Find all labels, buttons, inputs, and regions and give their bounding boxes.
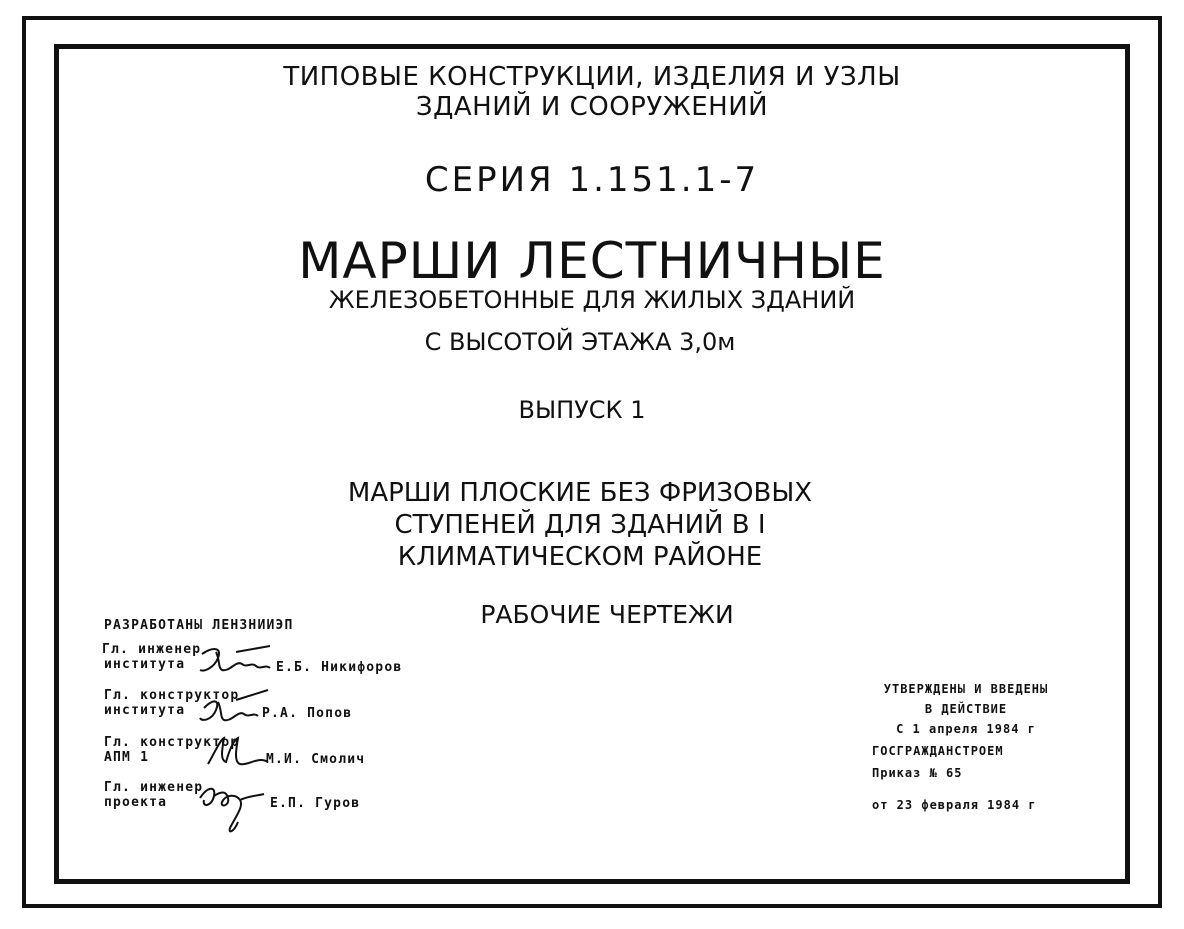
signatory-1-role-2: института (104, 657, 186, 672)
signatory-3-role-2: АПМ 1 (104, 750, 150, 765)
signatory-3-role-1: Гл. конструктор (104, 735, 240, 750)
series-number: СЕРИЯ 1.151.1-7 (424, 160, 760, 200)
approval-line-2: В ДЕЙСТВИЕ (924, 702, 1008, 716)
approval-line-1: УТВЕРЖДЕНЫ И ВВЕДЕНЫ (883, 682, 1049, 696)
title-subline-2: С ВЫСОТОЙ ЭТАЖА 3,0м (424, 328, 736, 356)
signatory-2-role-2: института (104, 703, 186, 718)
title-subline-1: ЖЕЛЕЗОБЕТОННЫЕ ДЛЯ ЖИЛЫХ ЗДАНИЙ (328, 286, 856, 314)
description-line-1: МАРШИ ПЛОСКИЕ БЕЗ ФРИЗОВЫХ (347, 478, 813, 508)
drawings-label: РАБОЧИЕ ЧЕРТЕЖИ (480, 600, 734, 629)
approval-line-4: ГОСГРАЖДАНСТРОЕМ (872, 744, 1004, 758)
approval-line-5: Приказ № 65 (872, 766, 963, 780)
approval-line-6: от 23 февраля 1984 г (872, 798, 1037, 812)
header-line-1: ТИПОВЫЕ КОНСТРУКЦИИ, ИЗДЕЛИЯ И УЗЛЫ (283, 62, 901, 92)
description-line-3: КЛИМАТИЧЕСКОМ РАЙОНЕ (397, 542, 763, 572)
description-line-2: СТУПЕНЕЙ ДЛЯ ЗДАНИЙ В I (394, 510, 766, 540)
signatory-2-role-1: Гл. конструктор (104, 688, 240, 703)
signature-2 (196, 686, 276, 726)
signatory-2-name: Р.А. Попов (262, 706, 353, 721)
signature-4 (196, 776, 276, 838)
signatory-4-name: Е.П. Гуров (270, 796, 361, 811)
approval-line-3: С 1 апреля 1984 г (896, 722, 1036, 736)
header-line-2: ЗДАНИЙ И СООРУЖЕНИЙ (415, 92, 769, 122)
signatory-4-role-2: проекта (104, 795, 168, 810)
signatory-1-role-1: Гл. инженер (102, 642, 202, 657)
signatory-1-name: Е.Б. Никифоров (276, 660, 403, 675)
issue-number: ВЫПУСК 1 (518, 396, 646, 424)
signature-1 (196, 642, 276, 678)
developed-by: РАЗРАБОТАНЫ ЛЕНЗНИИЭП (104, 618, 294, 633)
signatory-3-name: М.И. Смолич (266, 752, 366, 767)
document-title: МАРШИ ЛЕСТНИЧНЫЕ (298, 232, 886, 290)
signature-3 (204, 734, 274, 770)
signatory-4-role-1: Гл. инженер (104, 780, 204, 795)
